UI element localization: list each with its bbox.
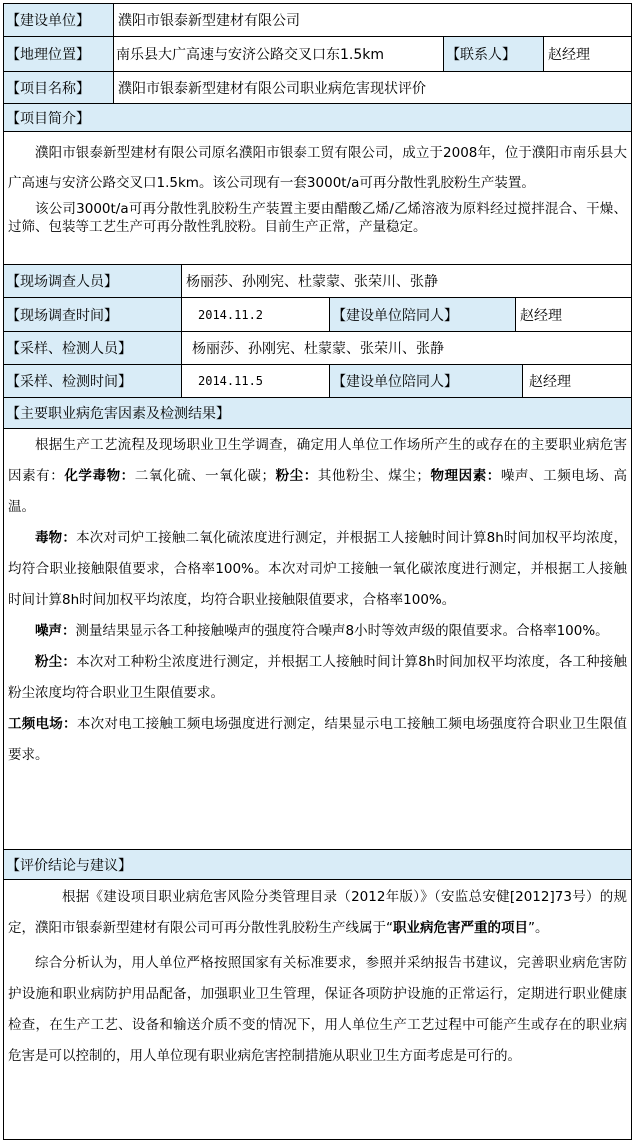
row-survey-people	[4, 264, 631, 297]
hazard-paragraph-factors: 根据生产工艺流程及现场职业卫生学调查，确定用人单位工作场所产生的或存在的主要职业病危害因素有：化学毒物：二氧化硫、一氧化碳；粉尘：其他粉尘、煤尘；物理因素：噪声、工频电场、高温。	[8, 437, 628, 515]
construction-unit-label: 【建设单位】	[4, 4, 114, 36]
hazard-body	[4, 428, 631, 849]
survey-time-value: 2014.11.2	[182, 298, 330, 331]
hazard-header: 【主要职业病危害因素及检测结果】	[4, 398, 631, 428]
row-project-name	[4, 71, 631, 103]
row-survey-time	[4, 297, 631, 331]
accompany-value-2: 赵经理	[523, 365, 631, 397]
location-label: 【地理位置】	[4, 37, 114, 71]
conclusion-header: 【评价结论与建议】	[4, 850, 631, 879]
hazard-paragraph-dust: 粉尘：本次对工种粉尘浓度进行测定，并根据工人接触时间计算8h时间加权平均浓度，各工种接触粉尘浓度均符合职业卫生限值要求。	[8, 654, 627, 701]
row-sampling-people	[4, 331, 631, 364]
intro-paragraph-2: 该公司3000t/a可再分散性乳胶粉生产装置主要由醋酸乙烯/乙烯溶液为原料经过搅拌混合、干燥、过筛、包装等工艺生产可再分散性乳胶粉。目前生产正常，产量稳定。	[8, 201, 627, 235]
project-name-label: 【项目名称】	[4, 72, 114, 103]
intro-paragraph-1: 濮阳市银泰新型建材有限公司原名濮阳市银泰工贸有限公司，成立于2008年，位于濮阳市南乐县大广高速与安济公路交叉口1.5km。该公司现有一套3000t/a可再分散性乳胶粉生产装置。	[8, 145, 627, 191]
report-sheet	[3, 3, 632, 1140]
contact-value: 赵经理	[544, 37, 631, 71]
conclusion-body	[4, 879, 631, 1140]
sampling-people-value: 杨丽莎、孙刚宪、杜蒙蒙、张荣川、张静	[182, 332, 631, 364]
hazard-paragraph-electric-field: 工频电场：本次对电工接触工频电场强度进行测定，结果显示电工接触工频电场强度符合职业卫生限值要求。	[8, 716, 628, 763]
row-conclusion-header	[4, 849, 631, 879]
sampling-time-label: 【采样、检测时间】	[4, 365, 182, 397]
row-location	[4, 36, 631, 71]
accompany-label-1: 【建设单位陪同人】	[330, 298, 516, 331]
row-construction-unit	[4, 3, 631, 36]
row-intro-header	[4, 103, 631, 131]
survey-time-label: 【现场调查时间】	[4, 298, 182, 331]
conclusion-paragraph-1: 根据《建设项目职业病危害风险分类管理目录（2012年版）》（安监总安健[2012]73号）的规定，濮阳市银泰新型建材有限公司可再分散性乳胶粉生产线属于“职业病危害严重的项目”。	[8, 889, 627, 936]
location-value: 南乐县大广高速与安济公路交叉口东1.5km	[114, 37, 444, 71]
sampling-people-label: 【采样、检测人员】	[4, 332, 182, 364]
conclusion-paragraph-2: 综合分析认为，用人单位严格按照国家有关标准要求，参照并采纳报告书建议，完善职业病危害防护设施和职业病防护用品配备，加强职业卫生管理，保证各项防护设施的正常运行，定期进行职业健康检查，在生产工艺、设备和输送介质不变的情况下，用人单位生产工艺过程中可能产生或存在的职业病危害是可以控制的，用人单位现有职业病危害控制措施从职业卫生方面考虑是可行的。	[8, 955, 627, 1064]
accompany-value-1: 赵经理	[516, 298, 631, 331]
survey-people-label: 【现场调查人员】	[4, 265, 182, 297]
row-hazard-header	[4, 397, 631, 428]
intro-header: 【项目简介】	[4, 104, 631, 131]
project-name-value: 濮阳市银泰新型建材有限公司职业病危害现状评价	[114, 72, 631, 103]
intro-body	[4, 131, 631, 264]
accompany-label-2: 【建设单位陪同人】	[330, 365, 523, 397]
sampling-time-value: 2014.11.5	[182, 365, 330, 397]
hazard-paragraph-toxicant: 毒物：本次对司炉工接触二氧化硫浓度进行测定，并根据工人接触时间计算8h时间加权平均浓度，均符合职业接触限值要求，合格率100%。本次对司炉工接触一氧化碳浓度进行测定，并根据工人接触时间计算8h时间加权平均浓度，均符合职业接触限值要求，合格率100%。	[8, 530, 627, 608]
construction-unit-value: 濮阳市银泰新型建材有限公司	[114, 4, 631, 36]
survey-people-value: 杨丽莎、孙刚宪、杜蒙蒙、张荣川、张静	[182, 265, 631, 297]
contact-label: 【联系人】	[444, 37, 544, 71]
row-sampling-time	[4, 364, 631, 397]
hazard-paragraph-noise: 噪声：测量结果显示各工种接触噪声的强度符合噪声8小时等效声级的限值要求。合格率100%。	[35, 623, 609, 639]
